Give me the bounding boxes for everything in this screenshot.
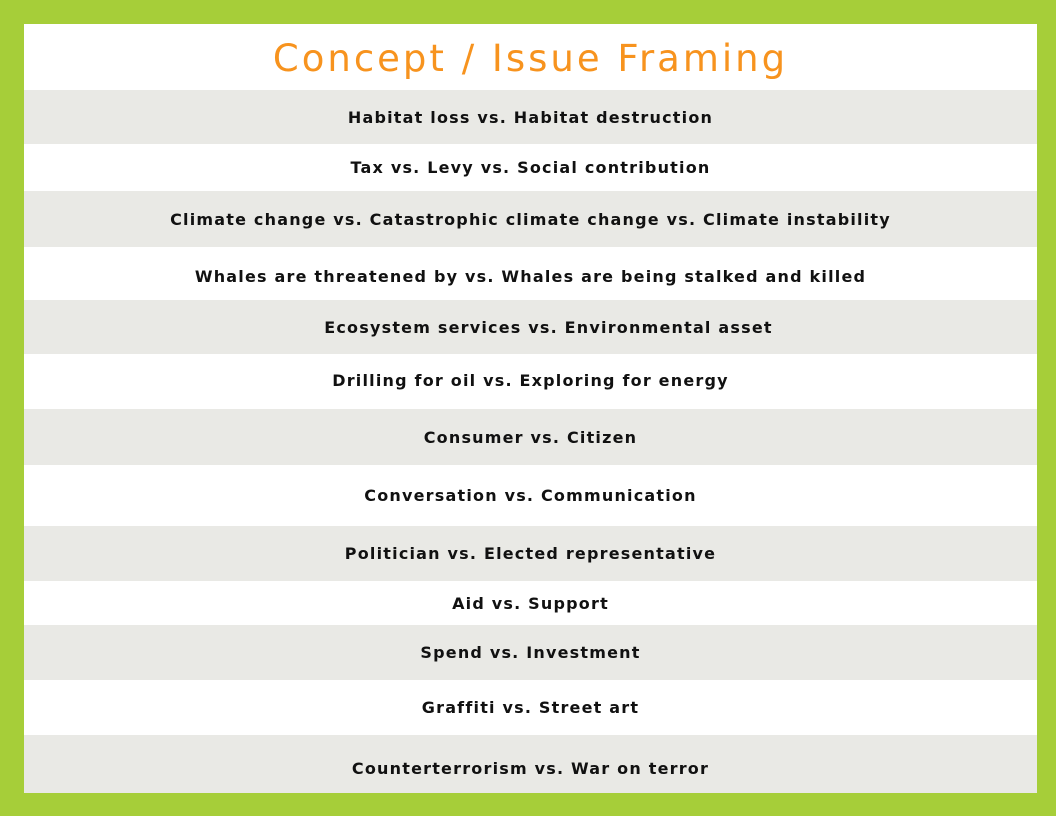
framing-table (24, 24, 1037, 792)
list-item-text: Graffiti vs. Street art (421, 698, 640, 717)
comparison-list (24, 90, 1037, 793)
list-item-text: Climate change vs. Catastrophic climate change vs. Climate instability (170, 209, 891, 229)
list-item (24, 680, 1037, 735)
list-item (24, 526, 1037, 581)
list-item (24, 465, 1037, 526)
list-item-text: Consumer vs. Citizen (423, 427, 638, 447)
list-item (24, 191, 1037, 247)
list-item-text: Ecosystem services vs. Environmental asset (324, 317, 773, 337)
page-title: Concept / Issue Framing (272, 36, 789, 80)
list-item (24, 300, 1037, 354)
list-item (24, 90, 1037, 144)
list-item-text: Habitat loss vs. Habitat destruction (347, 107, 714, 127)
list-item-text: Spend vs. Investment (420, 643, 641, 662)
list-item (24, 354, 1037, 409)
list-item-text: Aid vs. Support (452, 593, 609, 613)
list-item (24, 409, 1037, 465)
list-item-text: Counterterrorism vs. War on terror (351, 758, 710, 778)
list-item-text: Conversation vs. Communication (364, 486, 697, 505)
list-item-text: Whales are threatened by vs. Whales are being stalked and killed (194, 267, 867, 286)
list-item (24, 247, 1037, 300)
list-item-text: Tax vs. Levy vs. Social contribution (350, 158, 711, 177)
list-item (24, 735, 1037, 793)
list-item-text: Politician vs. Elected representative (344, 544, 717, 563)
list-item-text: Drilling for oil vs. Exploring for energy (332, 371, 729, 390)
list-item (24, 581, 1037, 625)
list-item (24, 625, 1037, 680)
list-item (24, 144, 1037, 191)
